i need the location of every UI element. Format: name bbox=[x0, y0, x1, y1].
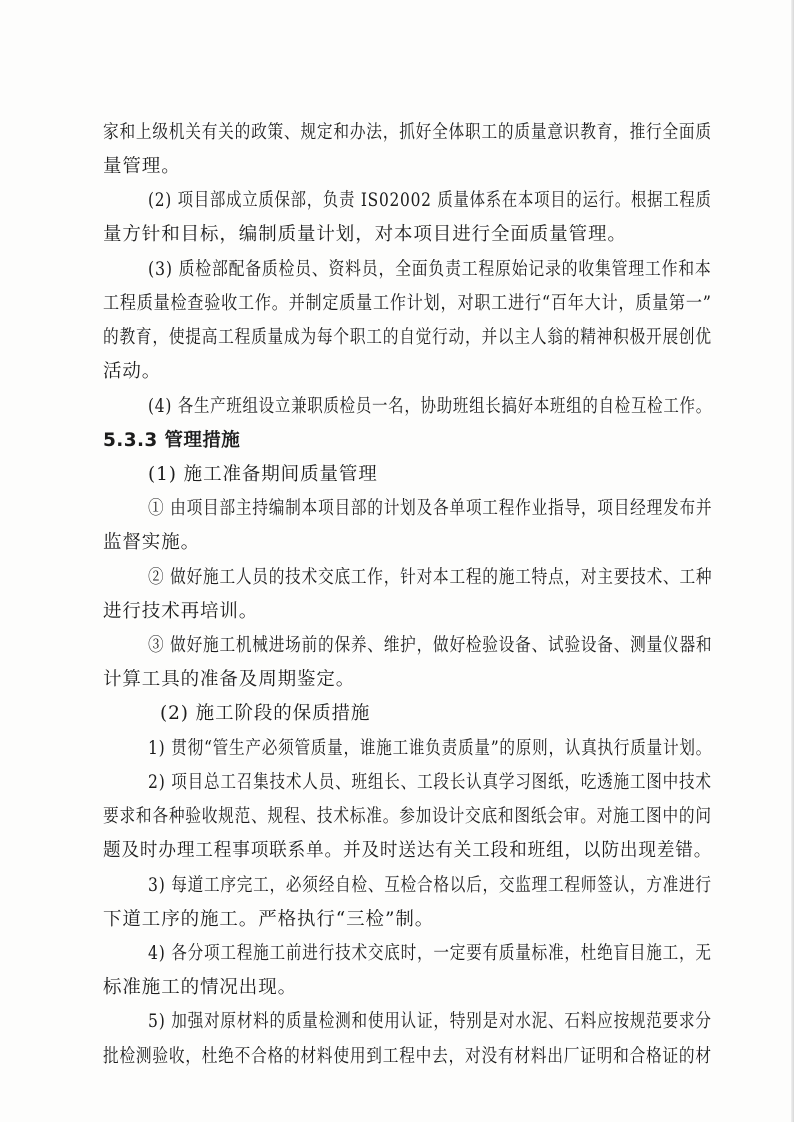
text-line: 标准施工的情况出现。 bbox=[103, 977, 298, 998]
text-line: ③ 做好施工机械进场前的保养、维护，做好检验设备、试验设备、测量仪器和 bbox=[148, 635, 713, 656]
text-line: (3) 质检部配备质检员、资料员，全面负责工程原始记录的收集管理工作和本 bbox=[148, 259, 712, 280]
text-line: 进行技术再培训。 bbox=[103, 601, 259, 622]
text-line: (2) 项目部成立质保部，负责 IS02002 质量体系在本项目的运行。根据工程质 bbox=[148, 190, 712, 211]
text-line: 家和上级机关有关的政策、规定和办法，抓好全体职工的质量意识教育，推行全面质 bbox=[103, 122, 712, 143]
text-line: 2) 项目总工召集技术人员、班组长、工段长认真学习图纸，吃透施工图中技术 bbox=[148, 772, 712, 793]
text-line: 题及时办理工程事项联系单。并及时送达有关工段和班组，以防出现差错。 bbox=[103, 840, 713, 861]
text-line: 量方针和目标，编制质量计划，对本项目进行全面质量管理。 bbox=[103, 224, 627, 245]
text-line: ② 做好施工人员的技术交底工作，针对本工程的施工特点，对主要技术、工种 bbox=[148, 567, 713, 588]
section-heading: 5.3.3 管理措施 bbox=[103, 430, 241, 451]
text-line: 下道工序的施工。严格执行“三检”制。 bbox=[103, 909, 435, 930]
text-line: 工程质量检查验收工作。并制定质量工作计划，对职工进行“百年大计，质量第一” bbox=[103, 293, 712, 314]
text-line: ① 由项目部主持编制本项目部的计划及各单项工程作业指导，项目经理发布并 bbox=[148, 498, 713, 519]
text-line: 1) 贯彻“管生产必须管质量，谁施工谁负责质量”的原则，认真执行质量计划。 bbox=[148, 738, 713, 759]
text-line: 3) 每道工序完工，必须经自检、互检合格以后，交监理工程师签认，方准进行 bbox=[148, 875, 712, 896]
text-line: 批检测验收，杜绝不合格的材料使用到工程中去，对没有材料出厂证明和合格证的材 bbox=[103, 1046, 712, 1067]
text-line: 5) 加强对原材料的质量检测和使用认证，特别是对水泥、石料应按规范要求分 bbox=[148, 1011, 712, 1032]
text-line: 的教育，使提高工程质量成为每个职工的自觉行动，并以主人翁的精神积极开展创优 bbox=[103, 327, 712, 348]
text-line: 活动。 bbox=[103, 361, 162, 382]
text-line: 监督实施。 bbox=[103, 532, 201, 553]
text-line: 4) 各分项工程施工前进行技术交底时，一定要有质量标准，杜绝盲目施工，无 bbox=[148, 943, 712, 964]
text-line: 计算工具的准备及周期鉴定。 bbox=[103, 669, 356, 690]
text-line: 量管理。 bbox=[103, 156, 181, 177]
text-line: (1) 施工准备期间质量管理 bbox=[148, 464, 378, 485]
text-line: (2) 施工阶段的保质措施 bbox=[160, 703, 371, 724]
text-line: 要求和各种验收规范、规程、技术标准。参加设计交底和图纸会审。对施工图中的问 bbox=[103, 806, 712, 827]
text-line: (4) 各生产班组设立兼职质检员一名，协助班组长搞好本班组的自检互检工作。 bbox=[148, 396, 712, 417]
